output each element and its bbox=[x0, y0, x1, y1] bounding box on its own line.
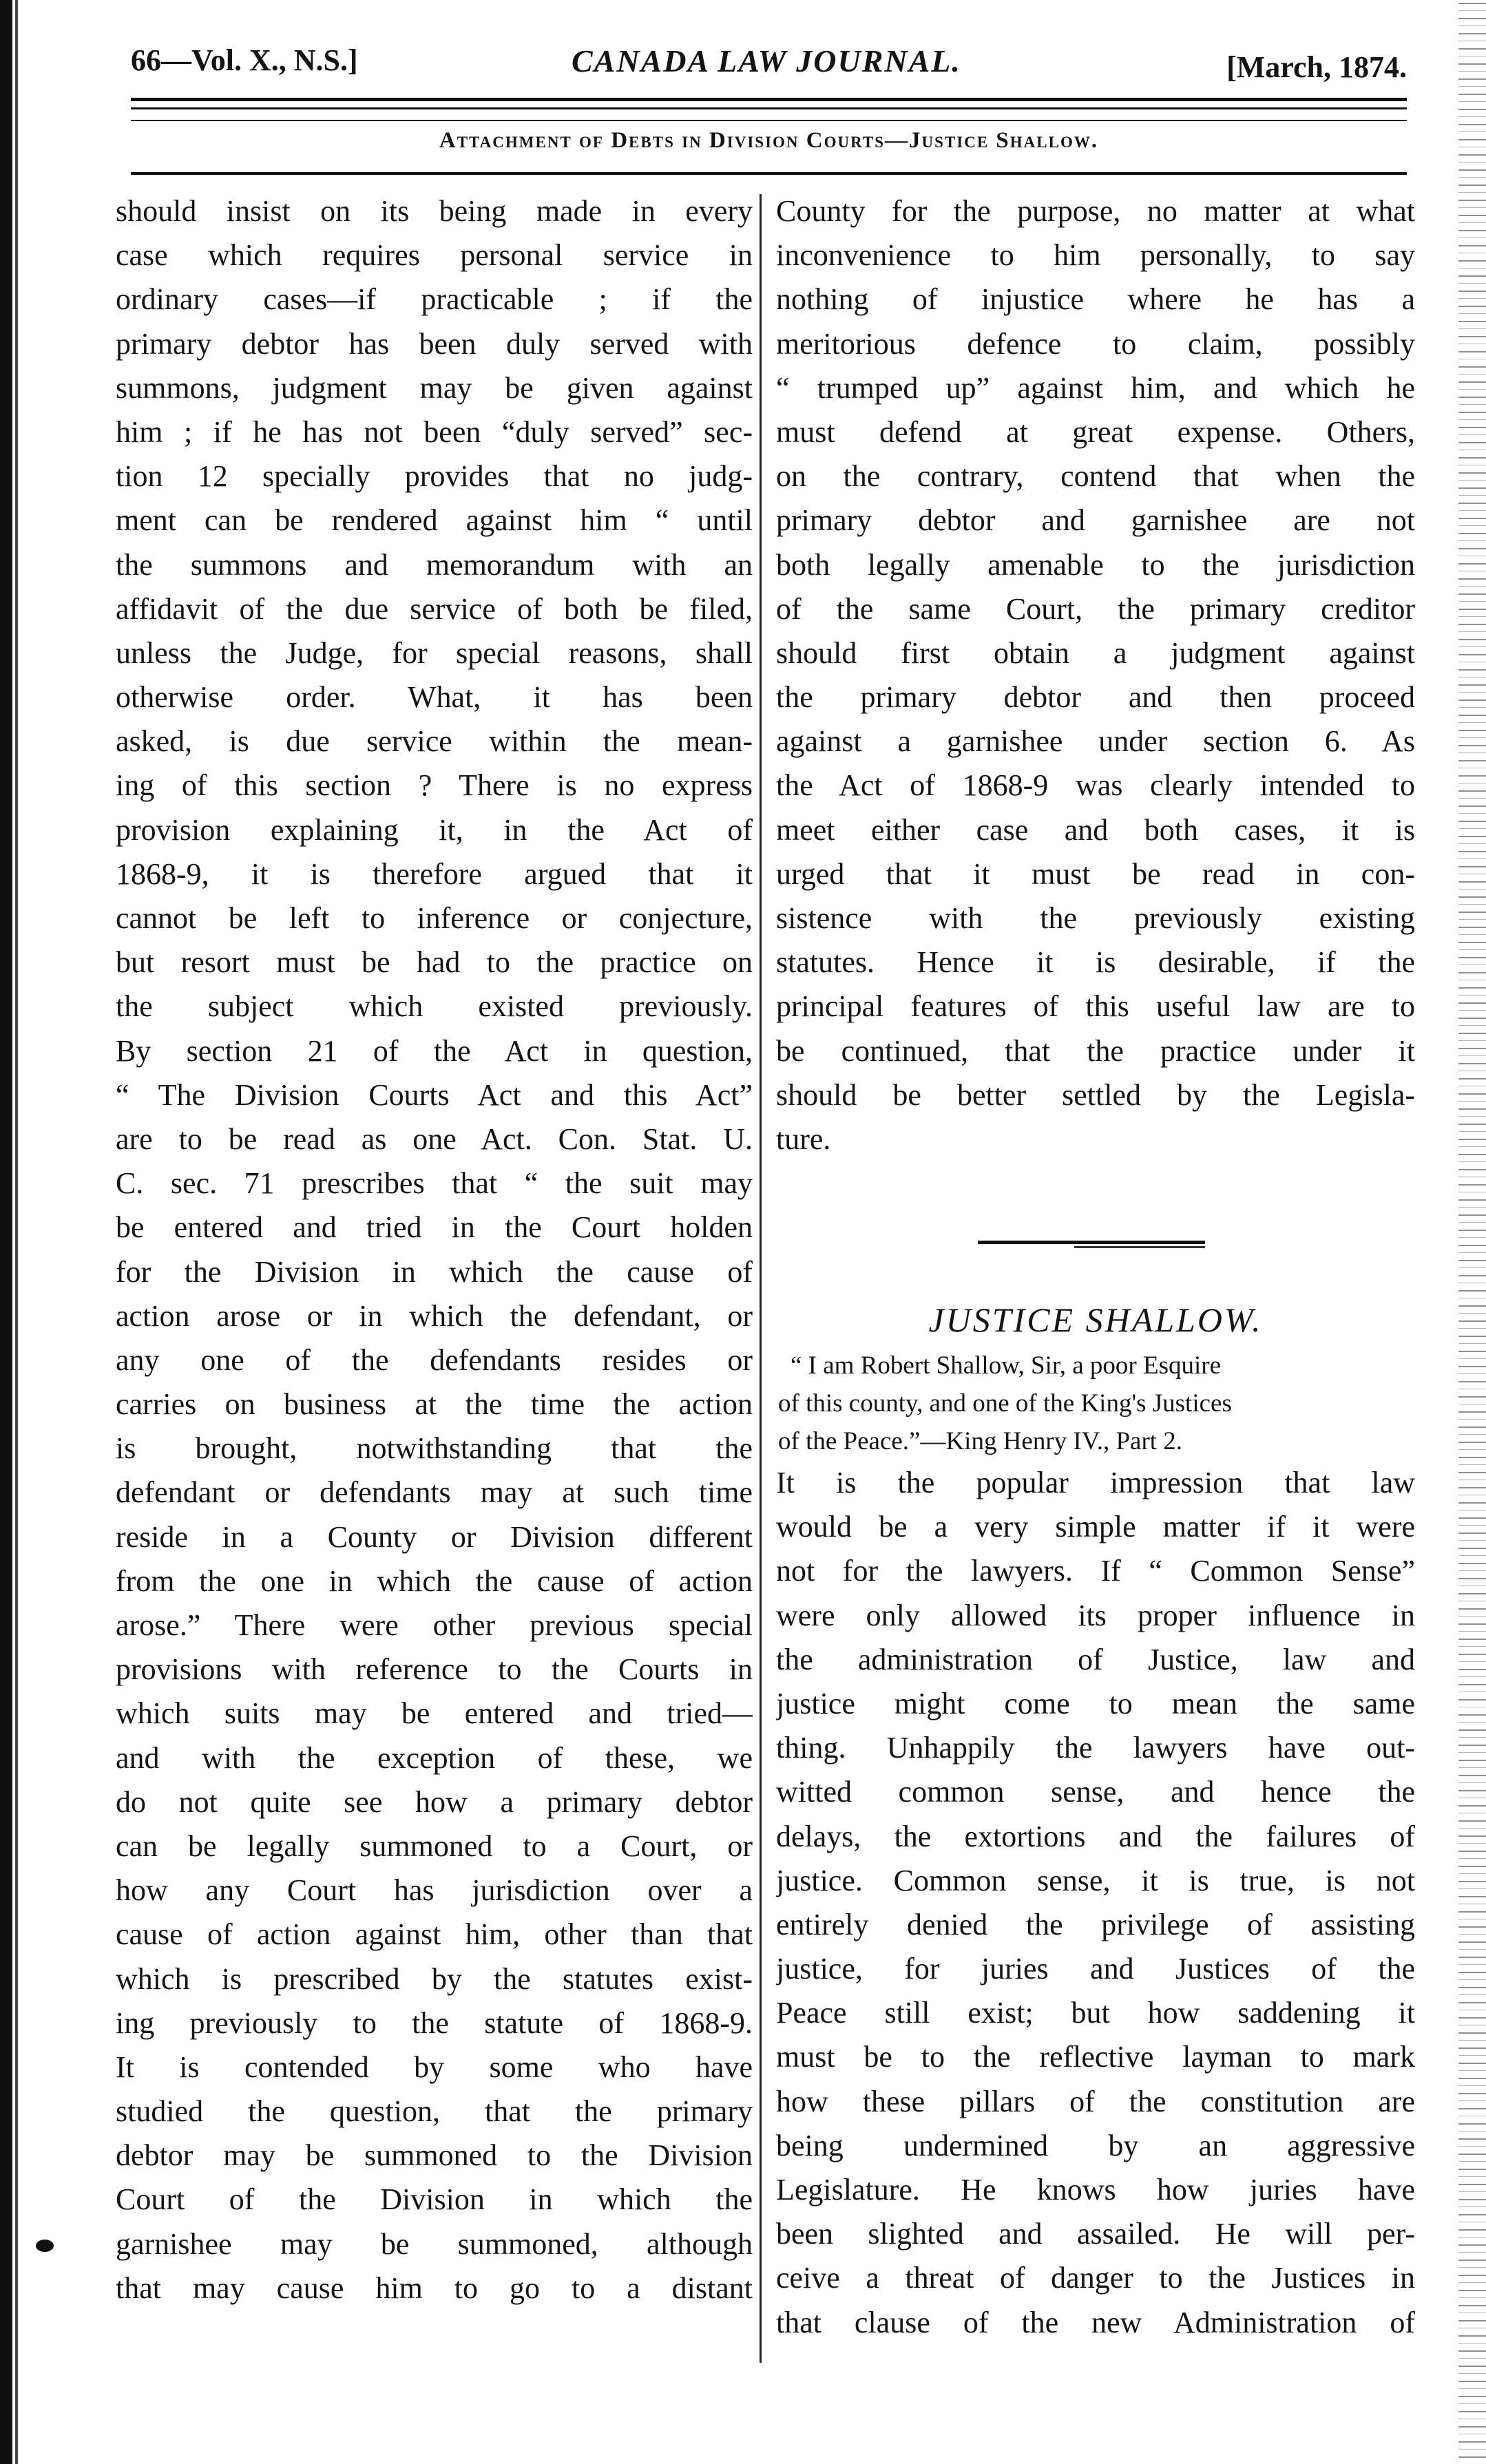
text-line: principal features of this useful law are to bbox=[776, 989, 1415, 1024]
text-line: “ trumped up” against him, and which he bbox=[776, 370, 1415, 405]
scan-left-border bbox=[0, 0, 12, 2464]
text-line: which is prescribed by the statutes exist- bbox=[116, 1961, 753, 1996]
text-line: C. sec. 71 prescribes that “ the suit may bbox=[116, 1166, 753, 1201]
text-line: It is contended by some who have bbox=[116, 2050, 753, 2084]
text-line: justice might come to mean the same bbox=[776, 1686, 1415, 1720]
text-line: would be a very simple matter if it were bbox=[776, 1510, 1415, 1544]
text-line: the administration of Justice, law and bbox=[776, 1642, 1415, 1676]
text-line: that clause of the new Administration of bbox=[776, 2305, 1415, 2339]
text-line: how any Court has jurisdiction over a bbox=[116, 1873, 753, 1908]
text-line: be continued, that the practice under it bbox=[776, 1033, 1415, 1068]
text-line: how these pillars of the constitution are bbox=[776, 2084, 1415, 2118]
volume-label: 66—Vol. X., N.S.] bbox=[131, 43, 358, 77]
text-line: which suits may be entered and tried— bbox=[116, 1696, 753, 1731]
text-line: do not quite see how a primary debtor bbox=[116, 1784, 753, 1819]
text-line: Legislature. He knows how juries have bbox=[776, 2173, 1415, 2207]
text-line: been slighted and assailed. He will per- bbox=[776, 2217, 1415, 2251]
text-line: unless the Judge, for special reasons, shall bbox=[116, 635, 753, 670]
text-line: tion 12 specially provides that no judg- bbox=[116, 459, 753, 494]
text-line: must be to the reflective layman to mark bbox=[776, 2040, 1415, 2074]
text-line: should first obtain a judgment against bbox=[776, 635, 1415, 670]
text-line: provision explaining it, in the Act of bbox=[116, 812, 753, 847]
epigraph-line: of this county, and one of the King's Justices bbox=[778, 1389, 1232, 1418]
text-line: reside in a County or Division different bbox=[116, 1519, 753, 1554]
text-line: primary debtor and garnishee are not bbox=[776, 503, 1415, 538]
text-line: provisions with reference to the Courts in bbox=[116, 1652, 753, 1687]
text-line: meritorious defence to claim, possibly bbox=[776, 326, 1415, 361]
text-line: urged that it must be read in con- bbox=[776, 856, 1415, 891]
text-line: County for the purpose, no matter at what bbox=[776, 194, 1415, 228]
text-line: the primary debtor and then proceed bbox=[776, 680, 1415, 715]
epigraph-line: of the Peace.”—King Henry IV., Part 2. bbox=[778, 1427, 1183, 1455]
text-line: the Act of 1868-9 was clearly intended to bbox=[776, 768, 1415, 803]
text-line: ment can be rendered against him “ until bbox=[116, 503, 753, 538]
margin-mark bbox=[36, 2240, 54, 2252]
header-rule-thin bbox=[131, 120, 1407, 121]
left-column bbox=[116, 189, 753, 2310]
text-line: of the same Court, the primary creditor bbox=[776, 591, 1415, 626]
text-line: on the contrary, contend that when the bbox=[776, 459, 1415, 494]
text-line: statutes. Hence it is desirable, if the bbox=[776, 945, 1415, 980]
text-line: both legally amenable to the jurisdiction bbox=[776, 547, 1415, 582]
text-line: justice. Common sense, it is true, is not bbox=[776, 1863, 1415, 1897]
text-line: are to be read as one Act. Con. Stat. U. bbox=[116, 1122, 753, 1156]
column-divider bbox=[760, 194, 762, 2363]
text-line: must defend at great expense. Others, bbox=[776, 414, 1415, 449]
text-line: By section 21 of the Act in question, bbox=[116, 1033, 753, 1068]
text-line: otherwise order. What, it has been bbox=[116, 680, 753, 715]
text-line: for the Division in which the cause of bbox=[116, 1254, 753, 1289]
text-line: ing of this section ? There is no express bbox=[116, 768, 753, 803]
section-separator bbox=[978, 1241, 1205, 1244]
text-line: cause of action against him, other than that bbox=[116, 1917, 753, 1952]
text-line: against a garnishee under section 6. As bbox=[776, 724, 1415, 759]
text-line: garnishee may be summoned, although bbox=[116, 2226, 753, 2261]
text-line: not for the lawyers. If “ Common Sense” bbox=[776, 1554, 1415, 1588]
scan-right-edge bbox=[1458, 0, 1486, 2464]
text-line: be entered and tried in the Court holden bbox=[116, 1210, 753, 1245]
text-line: the summons and memorandum with an bbox=[116, 547, 753, 582]
text-line: nothing of injustice where he has a bbox=[776, 282, 1415, 317]
text-line: ordinary cases—if practicable ; if the bbox=[116, 282, 753, 317]
text-line: from the one in which the cause of action bbox=[116, 1563, 753, 1598]
text-line: ing previously to the statute of 1868-9. bbox=[116, 2005, 753, 2040]
header-rule-thick bbox=[131, 98, 1407, 101]
header-rule-double bbox=[131, 107, 1407, 109]
epigraph-line: “ I am Robert Shallow, Sir, a poor Esquire bbox=[791, 1351, 1221, 1380]
text-line: and with the exception of these, we bbox=[116, 1740, 753, 1775]
running-header bbox=[131, 34, 1407, 100]
text-line: delays, the extortions and the failures of bbox=[776, 1819, 1415, 1853]
text-line: summons, judgment may be given against bbox=[116, 370, 753, 405]
article-body bbox=[776, 1461, 1415, 2345]
right-column-top bbox=[776, 189, 1415, 1161]
text-line: can be legally summoned to a Court, or bbox=[116, 1829, 753, 1863]
text-line: cannot be left to inference or conjecture, bbox=[116, 901, 753, 935]
text-line: inconvenience to him personally, to say bbox=[776, 238, 1415, 273]
text-line: Court of the Division in which the bbox=[116, 2182, 753, 2217]
text-line: asked, is due service within the mean- bbox=[116, 724, 753, 759]
text-line: being undermined by an aggressive bbox=[776, 2128, 1415, 2162]
text-line: is brought, notwithstanding that the bbox=[116, 1431, 753, 1466]
section-subheader: Attachment of Debts in Division Courts—Justice Shallow. bbox=[439, 128, 1099, 153]
text-line: should insist on its being made in every bbox=[116, 194, 753, 228]
text-line: should be better settled by the Legisla- bbox=[776, 1077, 1415, 1112]
text-line: primary debtor has been duly served with bbox=[116, 326, 753, 361]
text-line: studied the question, that the primary bbox=[116, 2094, 753, 2129]
text-line: any one of the defendants resides or bbox=[116, 1342, 753, 1377]
text-line: 1868-9, it is therefore argued that it bbox=[116, 856, 753, 891]
text-line: but resort must be had to the practice on bbox=[116, 945, 753, 980]
text-line: were only allowed its proper influence in bbox=[776, 1598, 1415, 1632]
journal-title: CANADA LAW JOURNAL. bbox=[572, 43, 961, 78]
article-title: JUSTICE SHALLOW. bbox=[928, 1301, 1263, 1339]
issue-date: [March, 1874. bbox=[1226, 50, 1407, 84]
text-line: case which requires personal service in bbox=[116, 238, 753, 273]
text-line: witted common sense, and hence the bbox=[776, 1775, 1415, 1809]
text-line: him ; if he has not been “duly served” sec- bbox=[116, 414, 753, 449]
text-line: Peace still exist; but how saddening it bbox=[776, 1996, 1415, 2030]
epigraph bbox=[778, 1347, 1398, 1460]
section-separator-tail bbox=[1074, 1246, 1205, 1248]
text-line: defendant or defendants may at such time bbox=[116, 1475, 753, 1510]
subheader-rule bbox=[131, 172, 1407, 175]
text-line: “ The Division Courts Act and this Act” bbox=[116, 1077, 753, 1112]
text-line: carries on business at the time the action bbox=[116, 1387, 753, 1422]
scan-left-border-line bbox=[15, 0, 18, 2464]
text-line: action arose or in which the defendant, or bbox=[116, 1298, 753, 1333]
text-line: ture. bbox=[776, 1122, 831, 1156]
text-line: entirely denied the privilege of assisting bbox=[776, 1907, 1415, 1941]
text-line: thing. Unhappily the lawyers have out- bbox=[776, 1731, 1415, 1765]
text-line: the subject which existed previously. bbox=[116, 989, 753, 1024]
text-line: sistence with the previously existing bbox=[776, 901, 1415, 935]
text-line: It is the popular impression that law bbox=[776, 1466, 1415, 1499]
text-line: affidavit of the due service of both be filed, bbox=[116, 591, 753, 626]
text-line: ceive a threat of danger to the Justices in bbox=[776, 2261, 1415, 2295]
text-line: that may cause him to go to a distant bbox=[116, 2271, 753, 2305]
text-line: justice, for juries and Justices of the bbox=[776, 1952, 1415, 1986]
text-line: debtor may be summoned to the Division bbox=[116, 2138, 753, 2173]
text-line: meet either case and both cases, it is bbox=[776, 812, 1415, 847]
text-line: arose.” There were other previous special bbox=[116, 1608, 753, 1642]
